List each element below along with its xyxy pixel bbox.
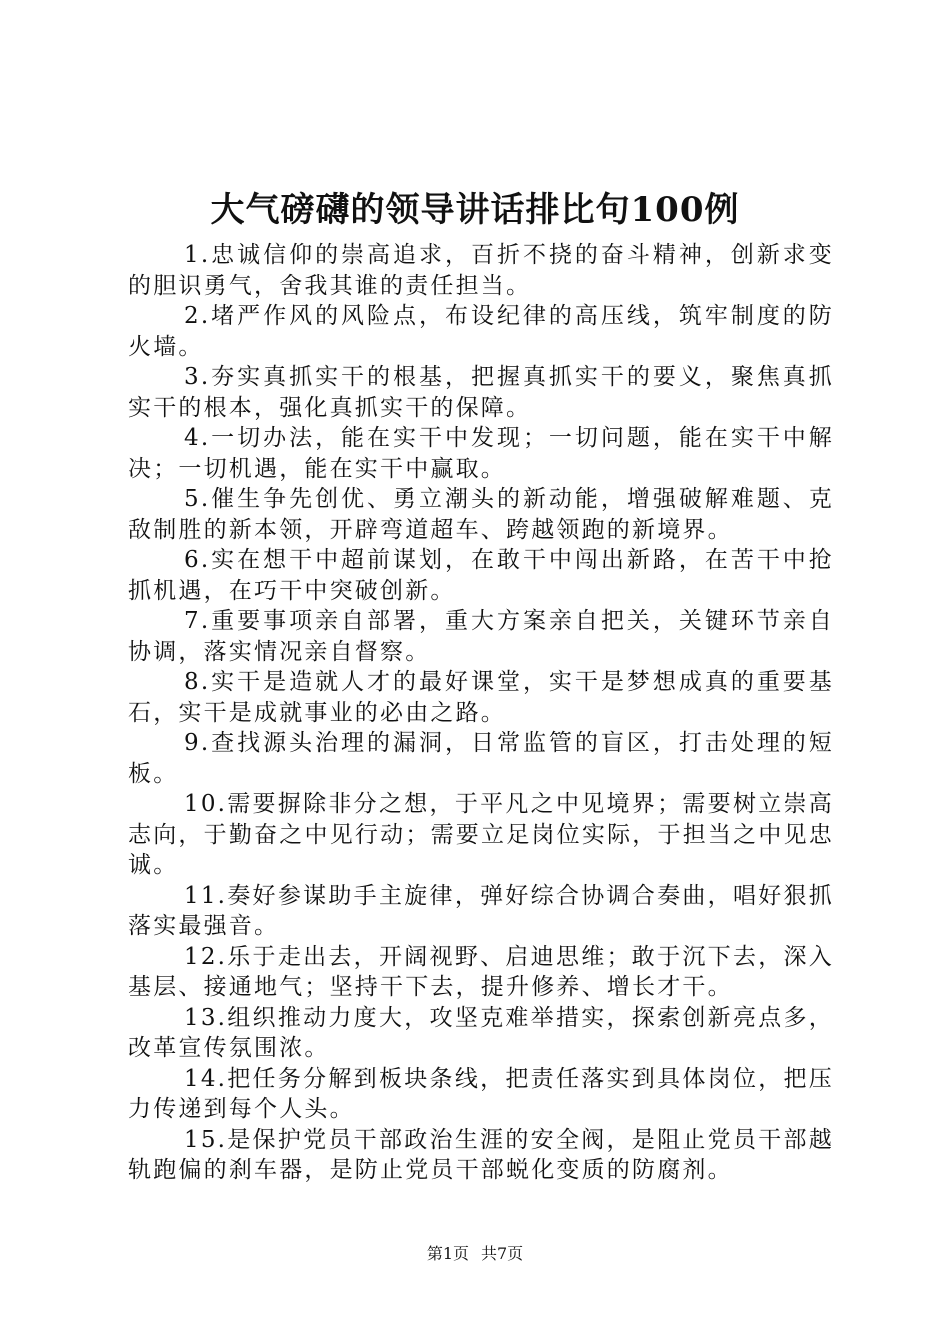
paragraph-1: 1.忠诚信仰的崇高追求，百折不挠的奋斗精神，创新求变的胆识勇气，舍我其谁的责任担当。: [128, 242, 834, 299]
paragraph-5: 5.催生争先创优、勇立潮头的新动能，增强破解难题、克敌制胜的新本领，开辟弯道超车、跨越领跑的新境界。: [128, 486, 834, 543]
page-total: 共7页: [481, 1244, 524, 1263]
paragraph-7: 7.重要事项亲自部署，重大方案亲自把关，关键环节亲自协调，落实情况亲自督察。: [128, 608, 834, 665]
paragraph-6: 6.实在想干中超前谋划，在敢干中闯出新路，在苦干中抢抓机遇，在巧干中突破创新。: [128, 547, 834, 604]
paragraph-4: 4.一切办法，能在实干中发现；一切问题，能在实干中解决；一切机遇，能在实干中赢取。: [128, 425, 834, 482]
paragraph-11: 11.奏好参谋助手主旋律，弹好综合协调合奏曲，唱好狠抓落实最强音。: [128, 882, 834, 939]
document-body: [128, 240, 834, 1186]
paragraph-2: 2.堵严作风的风险点，布设纪律的高压线，筑牢制度的防火墙。: [128, 303, 834, 360]
paragraph-8: 8.实干是造就人才的最好课堂，实干是梦想成真的重要基石，实干是成就事业的必由之路。: [128, 669, 834, 726]
paragraph-13: 13.组织推动力度大，攻坚克难举措实，探索创新亮点多，改革宣传氛围浓。: [128, 1004, 834, 1061]
paragraph-9: 9.查找源头治理的漏洞，日常监管的盲区，打击处理的短板。: [128, 730, 834, 787]
paragraph-10: 10.需要摒除非分之想，于平凡之中见境界；需要树立崇高志向，于勤奋之中见行动；需要立足岗位实际，于担当之中见忠诚。: [128, 791, 834, 878]
document-title: 大气磅礴的领导讲话排比句100例: [210, 190, 740, 230]
paragraph-14: 14.把任务分解到板块条线，把责任落实到具体岗位，把压力传递到每个人头。: [128, 1065, 834, 1122]
page-number: 第1页: [426, 1244, 469, 1263]
paragraph-3: 3.夯实真抓实干的根基，把握真抓实干的要义，聚焦真抓实干的根本，强化真抓实干的保障。: [128, 364, 834, 421]
paragraph-15: 15.是保护党员干部政治生涯的安全阀，是阻止党员干部越轨跑偏的刹车器，是防止党员干部蜕化变质的防腐剂。: [128, 1126, 834, 1183]
paragraph-12: 12.乐于走出去，开阔视野、启迪思维；敢于沉下去，深入基层、接通地气；坚持干下去，提升修养、增长才干。: [128, 943, 834, 1000]
page-footer: [0, 1242, 950, 1266]
